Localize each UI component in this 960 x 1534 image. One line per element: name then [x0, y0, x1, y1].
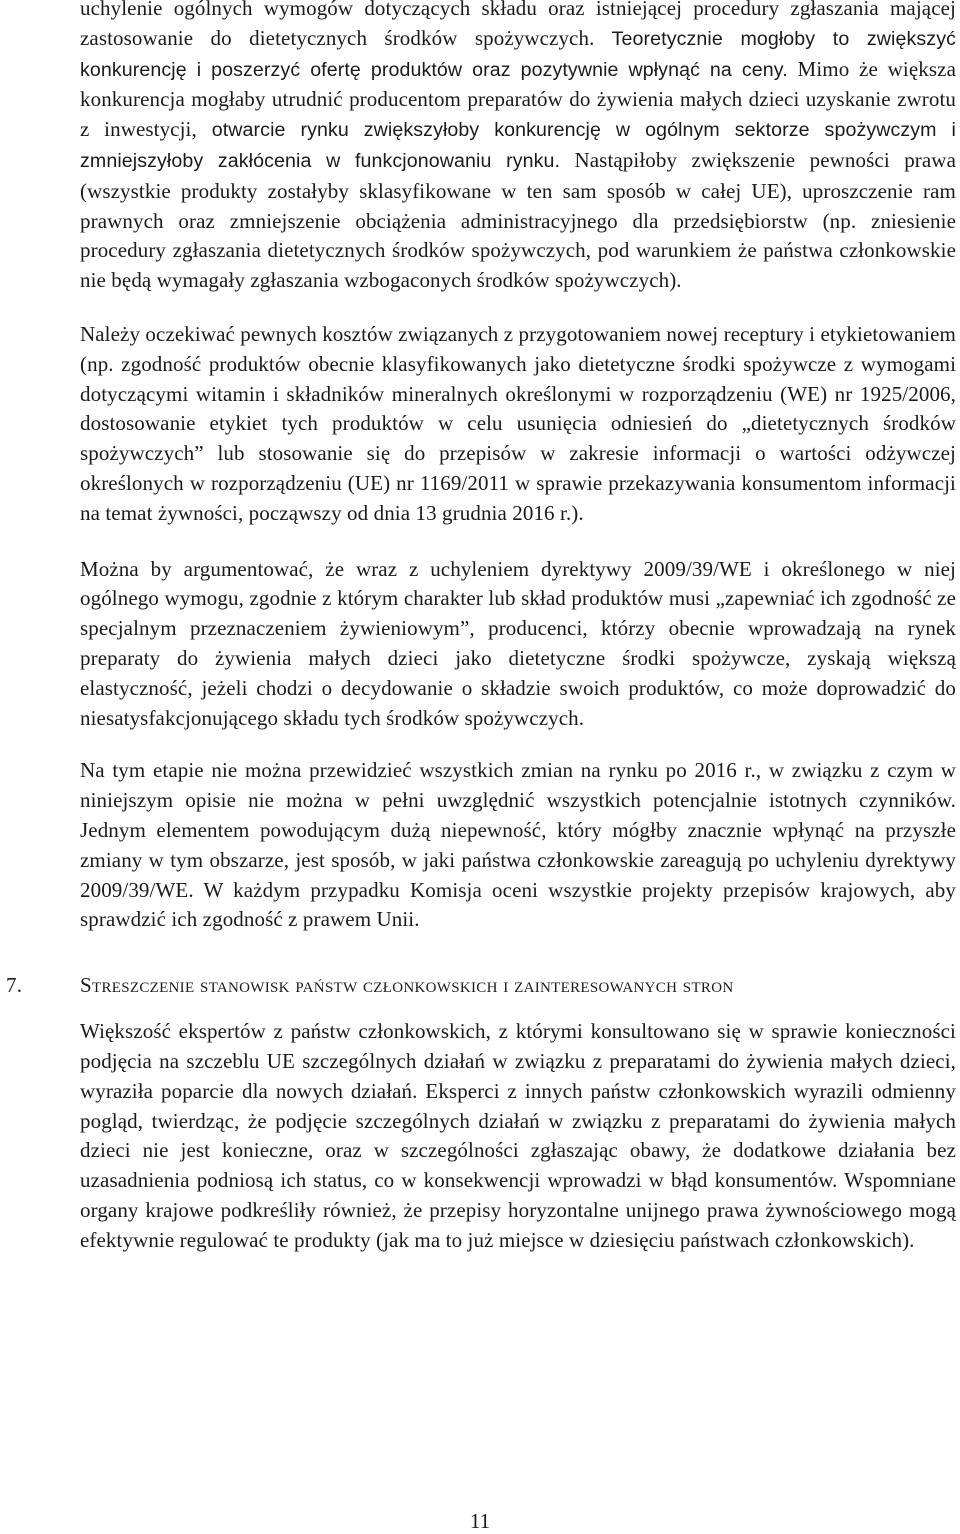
paragraph-segment: Mimo że większa konkurencja mogłaby utrudnić producentom preparatów do żywienia małych dzieci uzyskanie zwrotu z inwestycji,	[80, 56, 957, 142]
paragraph-segment: Teoretycznie mogłoby to zwiększyć konkurencję i poszerzyć ofertę produktów oraz pozytywnie wpłynąć na ceny.	[80, 27, 956, 81]
document-page	[6, 0, 957, 1255]
paragraph-argument: Można by argumentować, że wraz z uchyleniem dyrektywy 2009/39/WE i określonego w niej ogólnego wymogu, zgodnie z którym charakter lub skład produktów musi „zapewniać ich zgodność ze specjalnym przeznaczeniem żywieniowym”, producenci, którzy obecnie wprowadzają na rynek preparaty do żywienia małych dzieci jako dietetyczne środki spożywcze, zyskają większą elastyczność, jeżeli chodzi o decydowanie o składzie swoich produktów, co może doprowadzić do niesatysfakcjonującego składu tych środków spożywczych.	[80, 556, 956, 730]
section-number: 7.	[6, 973, 23, 998]
section-heading	[6, 968, 956, 1003]
paragraph-member-states: Większość ekspertów z państw członkowskich, z którymi konsultowano się w sprawie konieczności podjęcia na szczeblu UE szczególnych działań w związku z preparatami do żywienia małych dzieci, wyraziła poparcie dla nowych działań. Eksperci z innych państw członkowskich wyrazili odmienny pogląd, twierdząc, że podjęcie szczególnych działań w związku z preparatami do żywienia małych dzieci nie jest konieczne, oraz w szczególności zgłaszając obawy, że dodatkowe działania bez uzasadnienia podniosą ich status, co w konsekwencji wprowadzi w błąd konsumentów. Wspomniane organy krajowe podkreśliły również, że przepisy horyzontalne unijnego prawa żywnościowego mogą efektywnie regulować te produkty (jak ma to już miejsce w dziesięciu państwach członkowskich).	[80, 1019, 956, 1252]
paragraph-uncertainty: Na tym etapie nie można przewidzieć wszystkich zmian na rynku po 2016 r., w związku z czym w niniejszym opisie nie można w pełni uwzględnić wszystkich potencjalnie istotnych czynników. Jednym elementem powodującym dużą niepewność, który mógłby znacznie wpłynąć na przyszłe zmiany w tym obszarze, jest sposób, w jaki państwa członkowskie zareagują po uchyleniu dyrektywy 2009/39/WE. W każdym przypadku Komisja oceni wszystkie projekty przepisów krajowych, aby sprawdzić ich zgodność z prawem Unii.	[80, 758, 956, 932]
paragraph-segment: otwarcie rynku zwiększyłoby konkurencję w ogólnym sektorze spożywczym i zmniejszyłoby zakłócenia w funkcjonowaniu rynku.	[80, 119, 956, 172]
paragraph-segment: uchylenie ogólnych wymogów dotyczących składu oraz istniejącej procedury zgłaszania mającej zastosowanie do dietetycznych środków spożywczych.	[80, 0, 956, 50]
paragraph-market-effects	[80, 0, 956, 296]
section-title: Streszczenie stanowisk państw członkowskich i zainteresowanych stron	[80, 973, 734, 998]
paragraph-segment: Nastąpiłoby zwiększenie pewności prawa (wszystkie produkty zostałyby sklasyfikowane w ten sam sposób w całej UE), uproszczenie ram prawnych oraz zmniejszenie obciążenia administracyjnego dla przedsiębiorstw (np. zniesienie procedury zgłaszania dietetycznych środków spożywczych, pod warunkiem że państwa członkowskie nie będą wymagały zgłaszania wzbogaconych środków spożywczych).	[80, 147, 956, 293]
paragraph-costs: Należy oczekiwać pewnych kosztów związanych z przygotowaniem nowej receptury i etykietowaniem (np. zgodność produktów obecnie klasyfikowanych jako dietetyczne środki spożywcze z wymogami dotyczącymi witamin i składników mineralnych określonymi w rozporządzeniu (WE) nr 1925/2006, dostosowanie etykiet tych produktów w celu usunięcia odniesień do „dietetycznych środków spożywczych” lub stosowanie się do przepisów w zakresie informacji o wartości odżywczej określonych w rozporządzeniu (UE) nr 1169/2011 w sprawie przekazywania konsumentom informacji na temat żywności, począwszy od dnia 13 grudnia 2016 r.).	[80, 321, 956, 525]
page-number: 11	[469, 1509, 491, 1533]
